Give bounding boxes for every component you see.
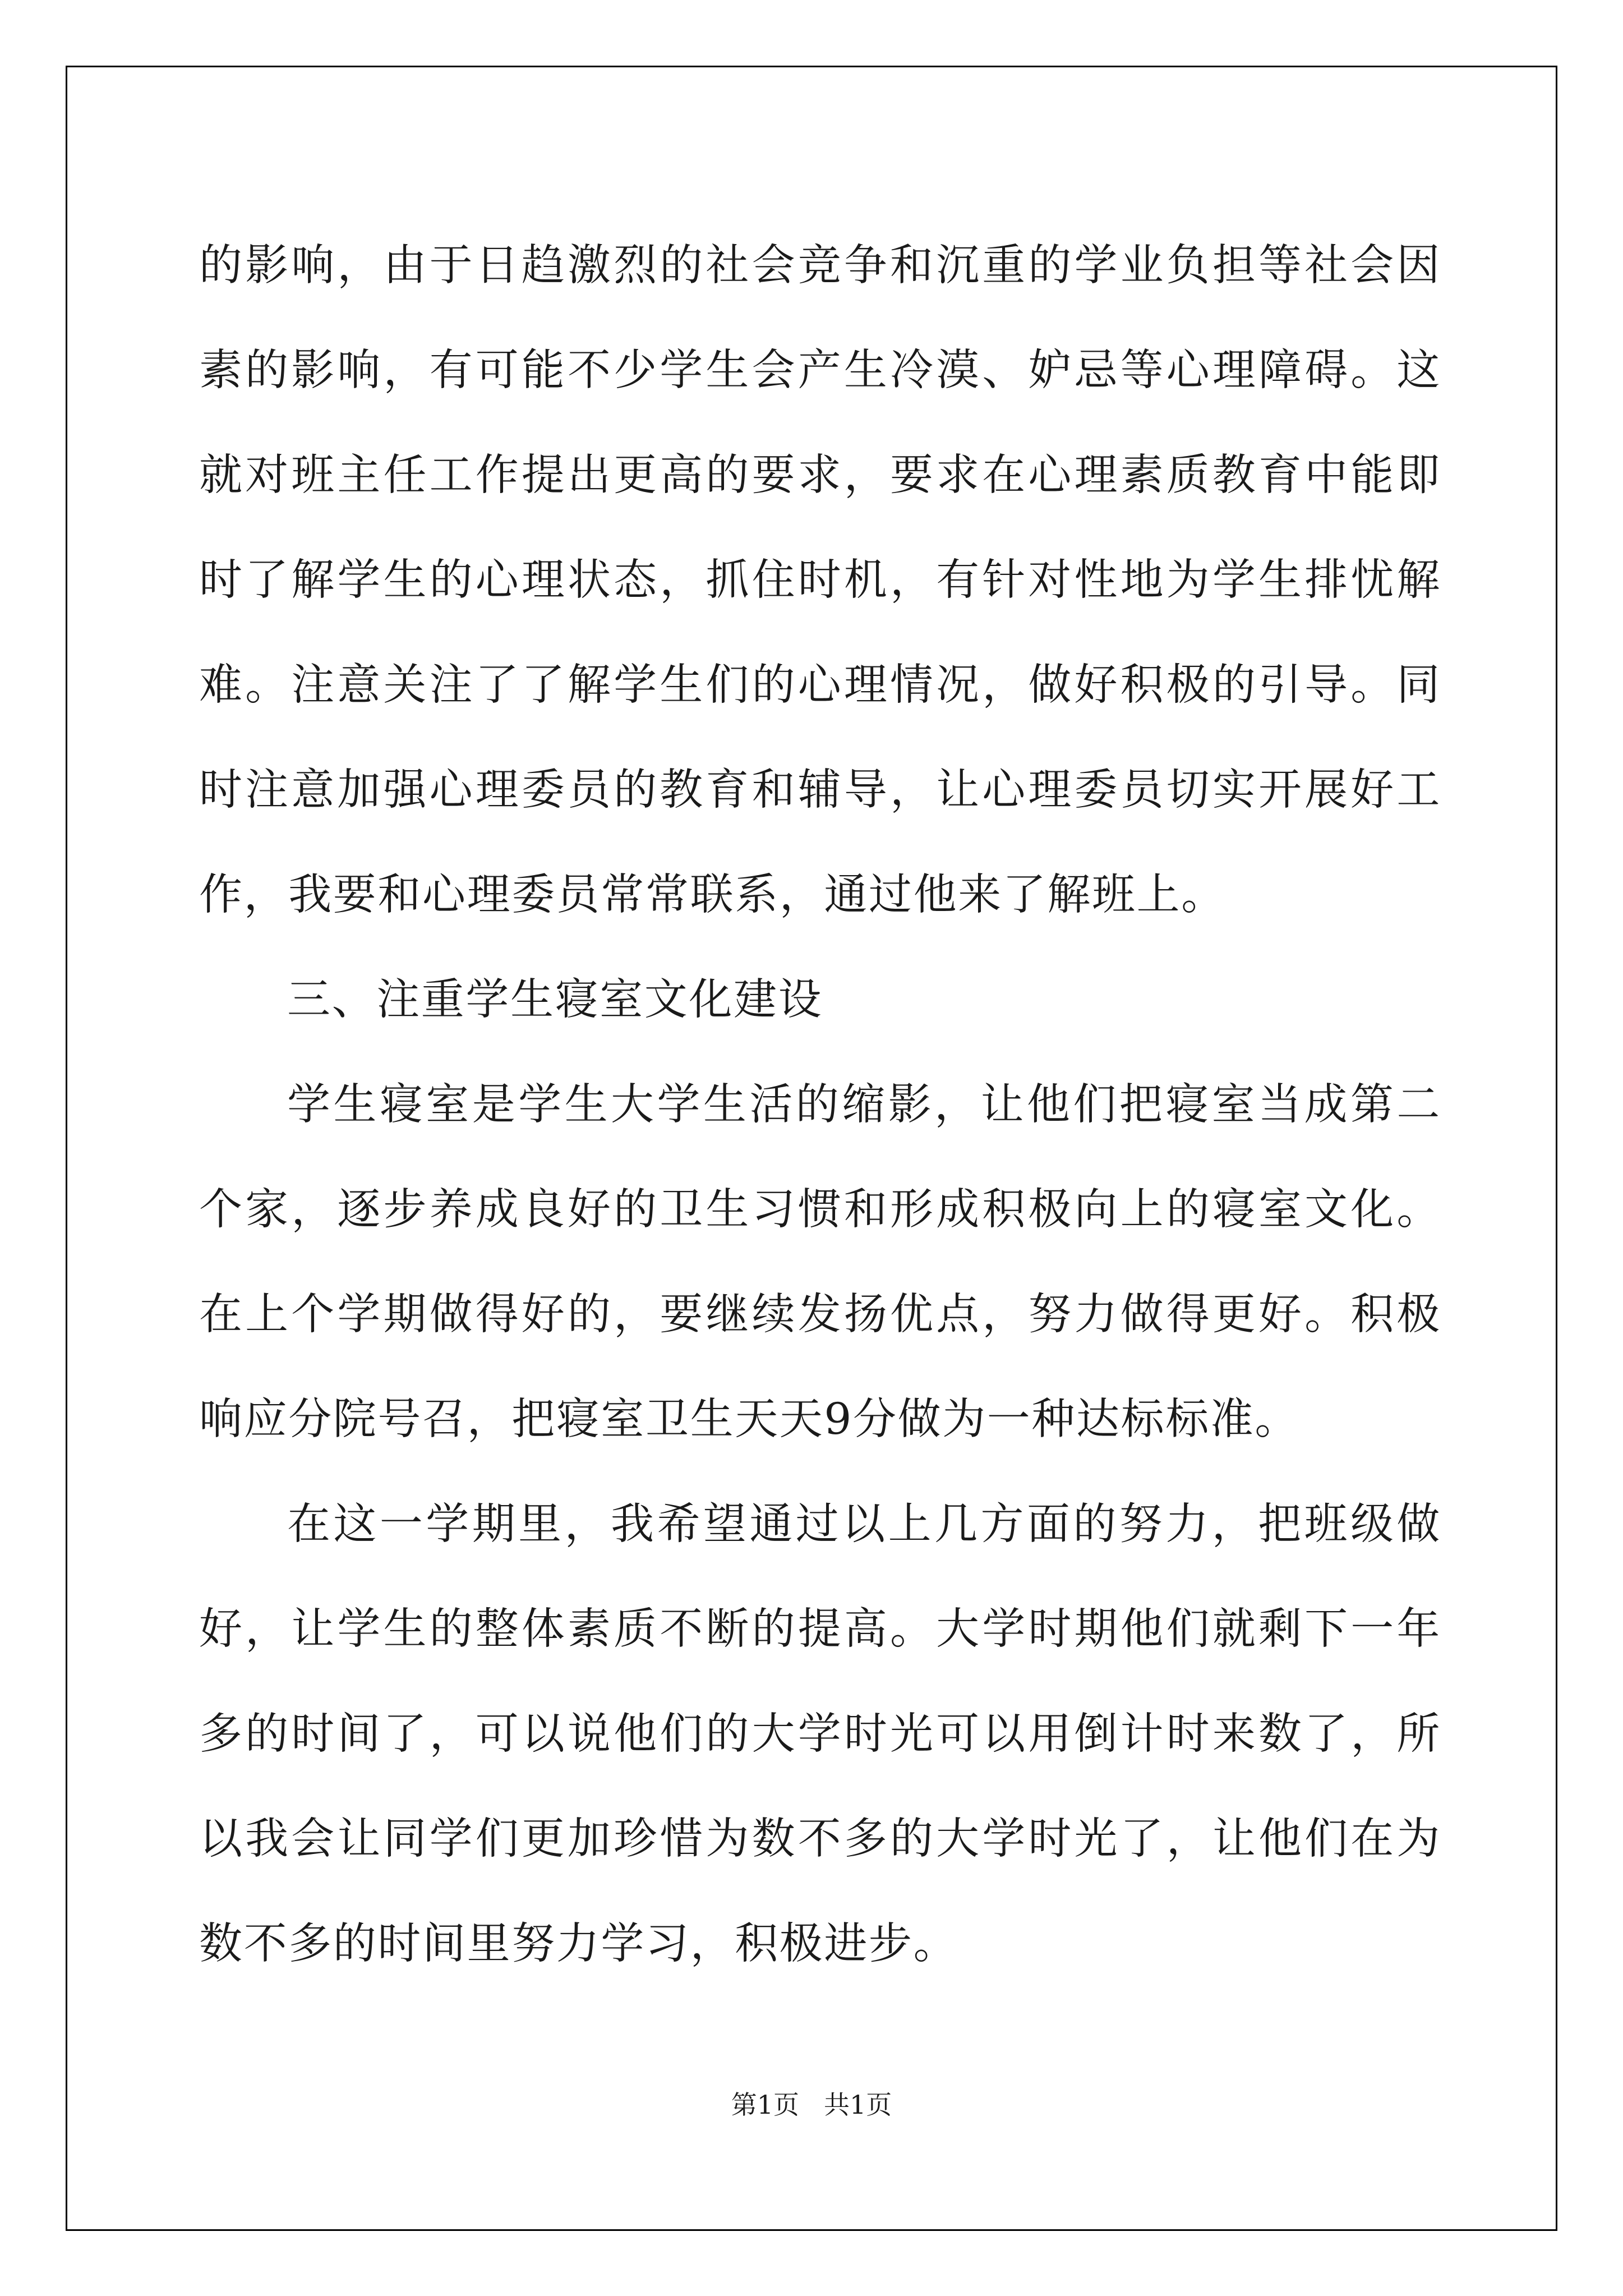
paragraph-dormitory: 学生寝室是学生大学生活的缩影，让他们把寝室当成第二个家，逐步养成良好的卫生习惯和形成积极向上的寝室文化。在上个学期做得好的，要继续发扬优点，努力做得更好。积极响应分院号召，把寝室卫生天天9分做为一种达标标准。 — [199, 1080, 1441, 1444]
paragraph-conclusion: 在这一学期里，我希望通过以上几方面的努力，把班级做好，让学生的整体素质不断的提高。大学时期他们就剩下一年多的时间了，可以说他们的大学时光可以用倒计时来数了，所以我会让同学们更加珍惜为数不多的大学时光了，让他们在为数不多的时间里努力学习，积极进步。 — [199, 1499, 1441, 1969]
paragraph-continuation: 的影响，由于日趋激烈的社会竞争和沉重的学业负担等社会因素的影响，有可能不少学生会产生冷漠、妒忌等心理障碍。这就对班主任工作提出更高的要求，要求在心理素质教育中能即时了解学生的心理状态，抓住时机，有针对性地为学生排忧解难。注意关注了了解学生们的心理情况，做好积极的引导。同时注意加强心理委员的教育和辅导，让心理委员切实开展好工作，我要和心理委员常常联系，通过他来了解班上。 — [199, 241, 1441, 920]
section-heading: 三、注重学生寝室文化建设 — [287, 975, 823, 1025]
document-body — [199, 213, 1441, 1996]
page-total: 共1页 — [823, 2090, 892, 2120]
page-footer — [0, 2088, 1623, 2122]
page-number: 第1页 — [731, 2090, 800, 2120]
